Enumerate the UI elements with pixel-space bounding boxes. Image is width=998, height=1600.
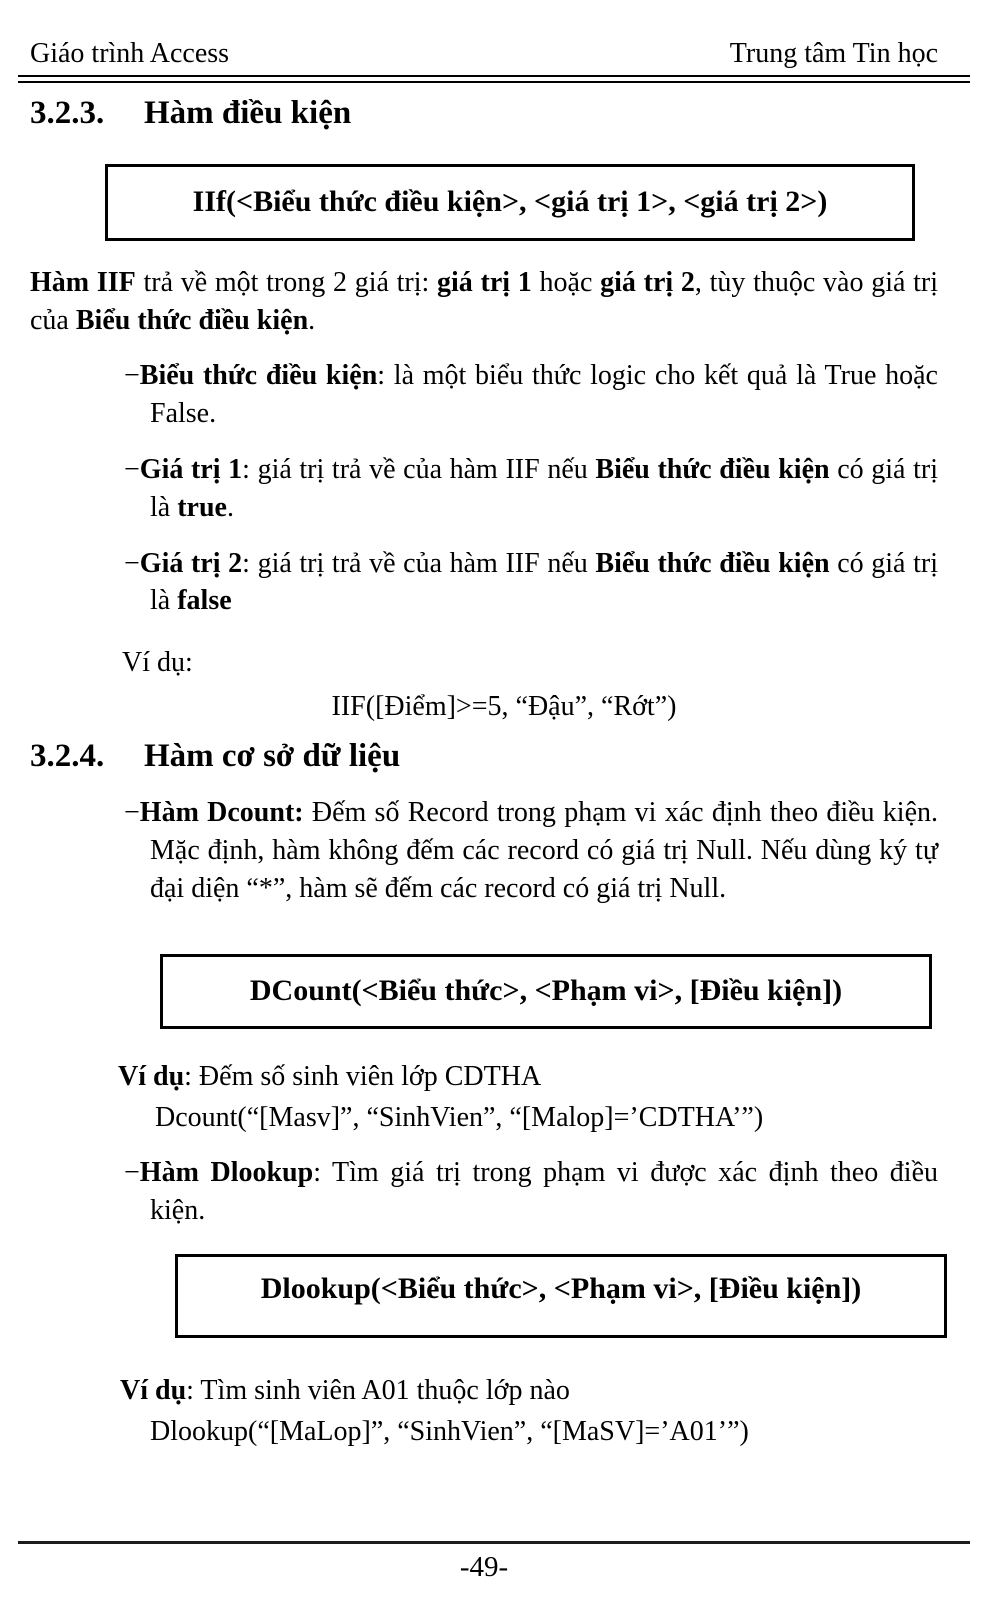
page-header (30, 38, 938, 70)
dlookup-example-intro: Ví dụ: Tìm sinh viên A01 thuộc lớp nào (120, 1374, 570, 1406)
bullet-dcount-description (124, 794, 938, 907)
bullet-text: Hàm Dlookup: Tìm giá trị trong phạm vi được xác định theo điều kiện. (139, 1157, 938, 1227)
section-title: Hàm điều kiện (144, 95, 352, 132)
bullet-text: Giá trị 1: giá trị trả về của hàm IIF nếu Biểu thức điều kiện có giá trị là true. (139, 453, 938, 523)
bullet-text: Giá trị 2: giá trị trả về của hàm IIF nếu Biểu thức điều kiện có giá trị là false (139, 547, 938, 617)
iif-syntax-box (105, 164, 915, 241)
bullet-dash: − (124, 797, 140, 829)
section-heading-conditional (30, 94, 938, 134)
page-number: -49- (459, 1551, 509, 1583)
section-number: 3.2.3. (30, 95, 105, 132)
bullet-condition-expression (124, 357, 938, 433)
bullet-value-2 (124, 545, 938, 621)
dcount-example-code: Dcount(“[Masv]”, “SinhVien”, “[Malop]=’CDTHA’”) (155, 1101, 764, 1133)
bullet-value-1 (124, 451, 938, 527)
page-footer (30, 1541, 938, 1584)
bullet-text: Hàm Dcount: Đếm số Record trong phạm vi xác định theo điều kiện. Mặc định, hàm không đếm các record có giá trị Null. Nếu dùng ký tự đại diện “*”, hàm sẽ đếm các record có giá trị Null. (139, 797, 938, 904)
bullet-dash: − (124, 453, 140, 485)
iif-syntax-text: IIf(<Biểu thức điều kiện>, <giá trị 1>, <giá trị 2>) (192, 184, 828, 218)
bullet-dlookup-description (124, 1154, 938, 1230)
bullet-dash: − (124, 1157, 140, 1189)
bullet-dash: − (124, 360, 140, 392)
header-left-title: Giáo trình Access (30, 38, 230, 69)
iif-example-label: Ví dụ: (122, 647, 193, 679)
iif-example-code: IIF([Điểm]>=5, “Đậu”, “Rớt”) (331, 690, 677, 722)
section-heading-database (30, 737, 938, 777)
bullet-dash: − (124, 547, 140, 579)
dcount-syntax-text: DCount(<Biểu thức>, <Phạm vi>, [Điều kiện]) (249, 973, 843, 1007)
iif-intro-paragraph: Hàm IIF trả về một trong 2 giá trị: giá trị 1 hoặc giá trị 2, tùy thuộc vào giá trị của Biểu thức điều kiện. (30, 266, 939, 336)
dlookup-syntax-box (175, 1254, 947, 1338)
dlookup-example-code: Dlookup(“[MaLop]”, “SinhVien”, “[MaSV]=’A01’”) (150, 1415, 749, 1447)
dcount-example-intro: Ví dụ: Đếm số sinh viên lớp CDTHA (118, 1060, 542, 1092)
section-title: Hàm cơ sở dữ liệu (144, 737, 401, 774)
header-double-rule (18, 75, 970, 83)
footer-rule (18, 1541, 970, 1544)
header-right-title: Trung tâm Tin học (729, 38, 938, 69)
dcount-syntax-box (160, 954, 932, 1029)
section-number: 3.2.4. (30, 737, 105, 774)
bullet-text: Biểu thức điều kiện: là một biểu thức logic cho kết quả là True hoặc False. (139, 360, 938, 430)
dlookup-syntax-text: Dlookup(<Biểu thức>, <Phạm vi>, [Điều kiện]) (260, 1271, 862, 1305)
